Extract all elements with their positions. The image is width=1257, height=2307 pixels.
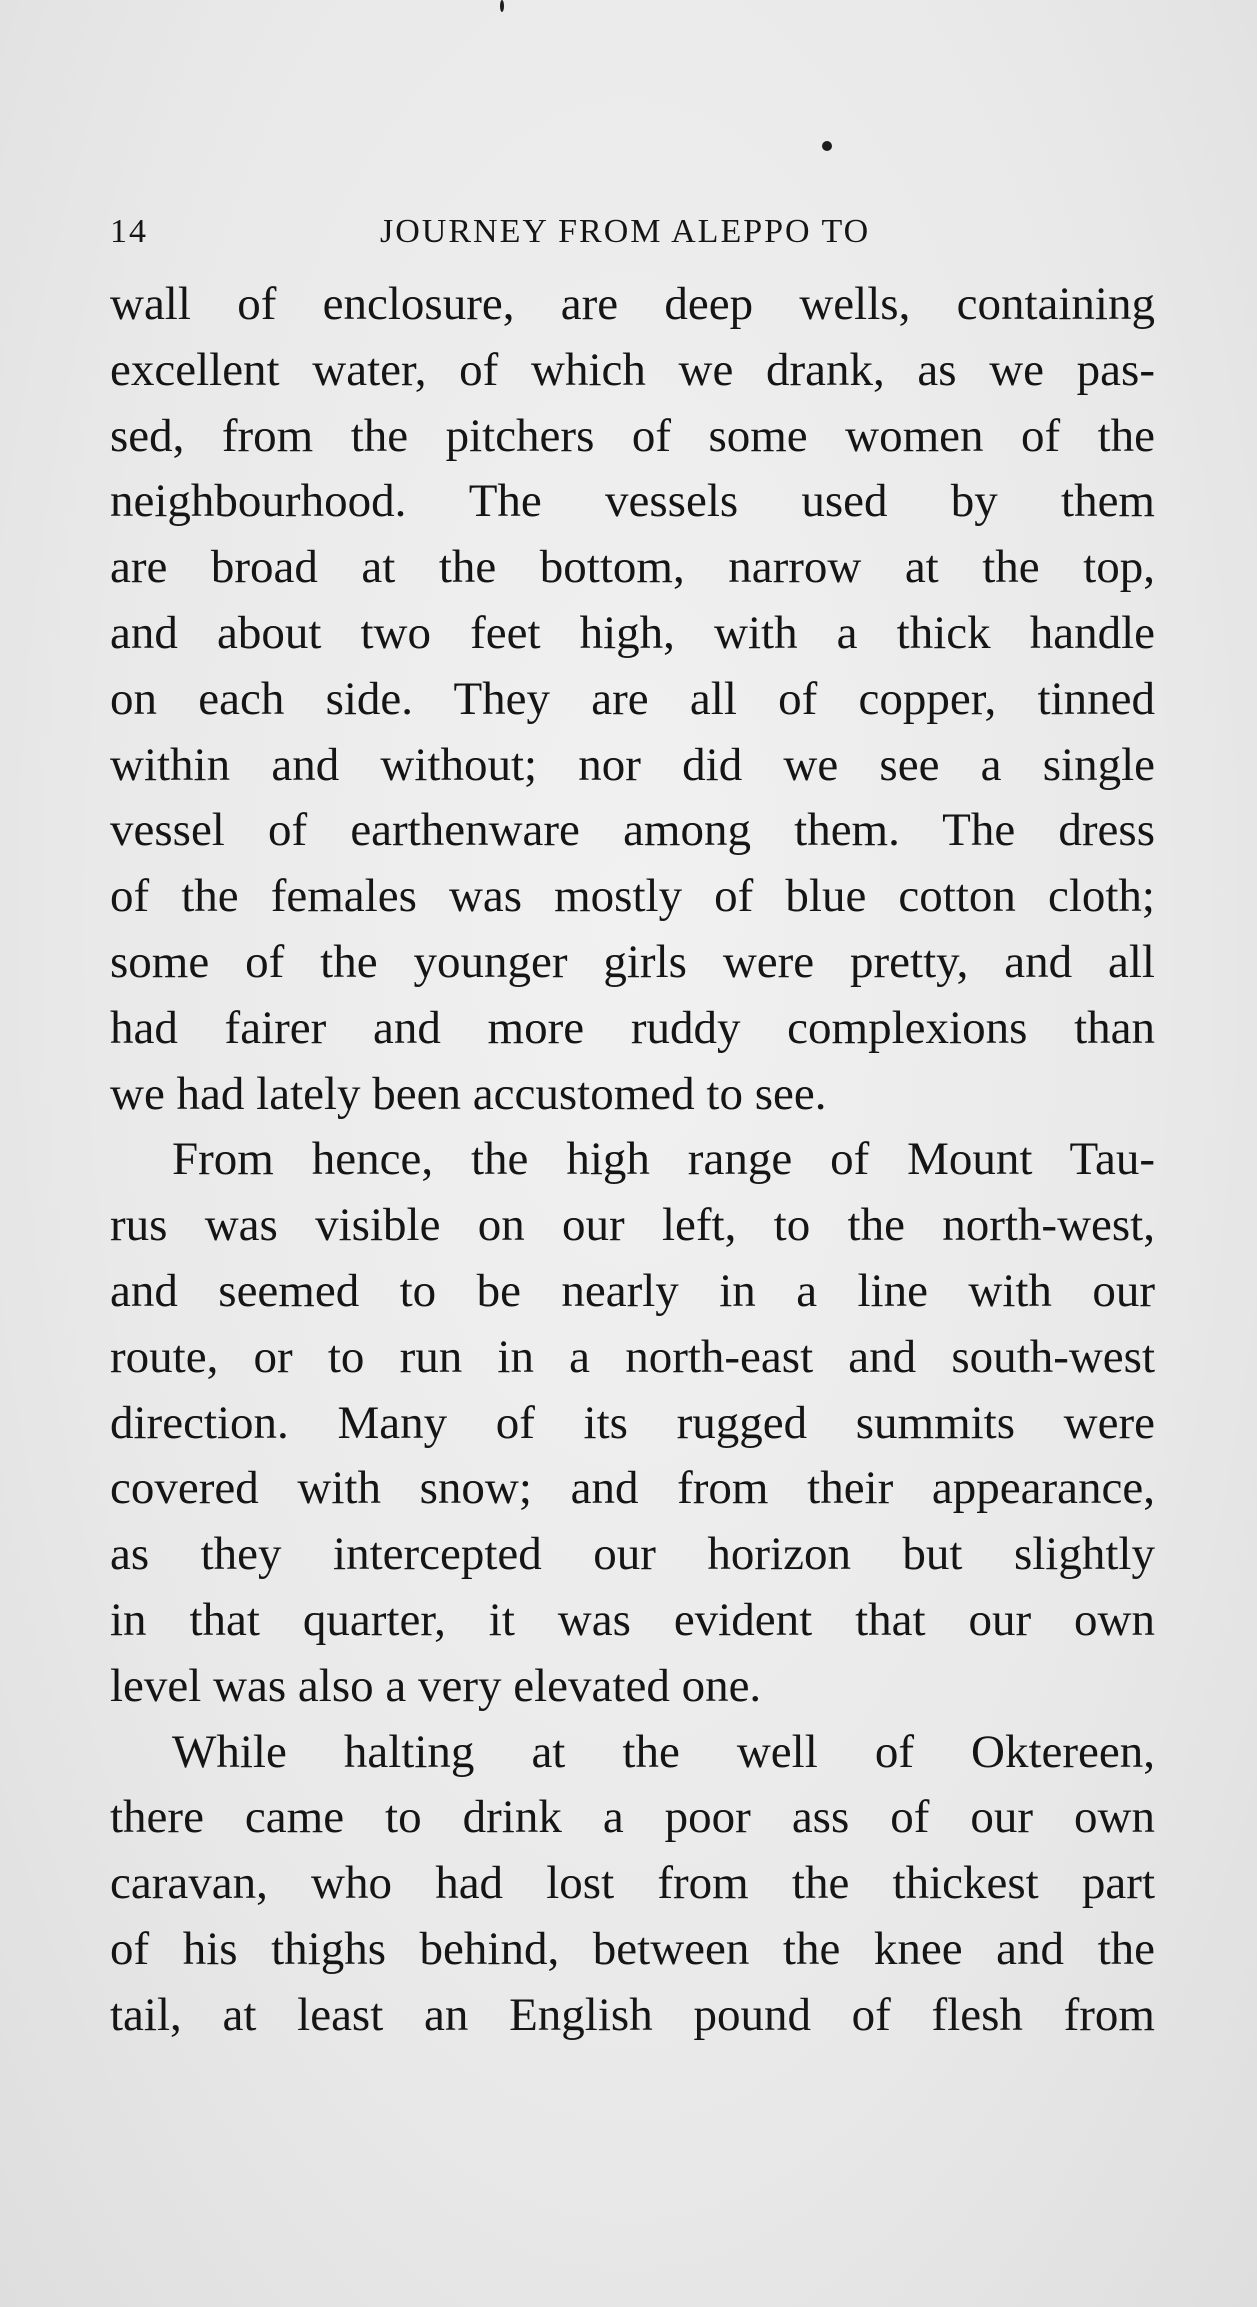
text-line: of his thighs behind, between the knee and the: [110, 1922, 1155, 1975]
paragraph-first-line: From hence, the high range of Mount Tau-: [172, 1133, 1155, 1186]
ink-dot: [822, 141, 832, 151]
text-line: and seemed to be nearly in a line with our: [110, 1264, 1155, 1317]
text-line: as they intercepted our horizon but slightly: [110, 1528, 1155, 1581]
text-line: on each side. They are all of copper, tinned: [110, 672, 1155, 725]
text-line: in that quarter, it was evident that our own: [110, 1593, 1155, 1646]
text-line: had fairer and more ruddy complexions than: [110, 1001, 1155, 1054]
text-line: vessel of earthenware among them. The dress: [110, 804, 1155, 857]
text-line: within and without; nor did we see a single: [110, 738, 1155, 791]
page-number: 14: [110, 213, 148, 250]
running-head: JOURNEY FROM ALEPPO TO: [380, 213, 871, 250]
text-line: rus was visible on our left, to the north-west,: [110, 1199, 1155, 1252]
page-header: [110, 202, 1140, 262]
text-line: there came to drink a poor ass of our own: [110, 1791, 1155, 1844]
text-line: tail, at least an English pound of flesh from: [110, 1988, 1155, 2041]
text-line: route, or to run in a north-east and south-west: [110, 1330, 1155, 1383]
text-line: wall of enclosure, are deep wells, containing: [110, 278, 1155, 330]
text-line: excellent water, of which we drank, as we pas-: [110, 343, 1155, 396]
paragraph-first-line: While halting at the well of Oktereen,: [172, 1725, 1155, 1778]
text-line: of the females was mostly of blue cotton cloth;: [110, 870, 1155, 923]
text-line: neighbourhood. The vessels used by them: [110, 475, 1155, 528]
text-line: covered with snow; and from their appearance,: [110, 1462, 1155, 1515]
paragraph-last-line: we had lately been accustomed to see.: [110, 1067, 827, 1120]
text-line: caravan, who had lost from the thickest part: [110, 1857, 1155, 1910]
ink-speck: [500, 0, 504, 12]
text-line: and about two feet high, with a thick handle: [110, 606, 1155, 659]
body-text: [110, 272, 1155, 2049]
text-line: are broad at the bottom, narrow at the top,: [110, 541, 1155, 594]
text-line: sed, from the pitchers of some women of the: [110, 409, 1155, 462]
text-line: some of the younger girls were pretty, and all: [110, 935, 1155, 988]
paragraph-last-line: level was also a very elevated one.: [110, 1659, 762, 1712]
text-line: direction. Many of its rugged summits were: [110, 1396, 1155, 1449]
